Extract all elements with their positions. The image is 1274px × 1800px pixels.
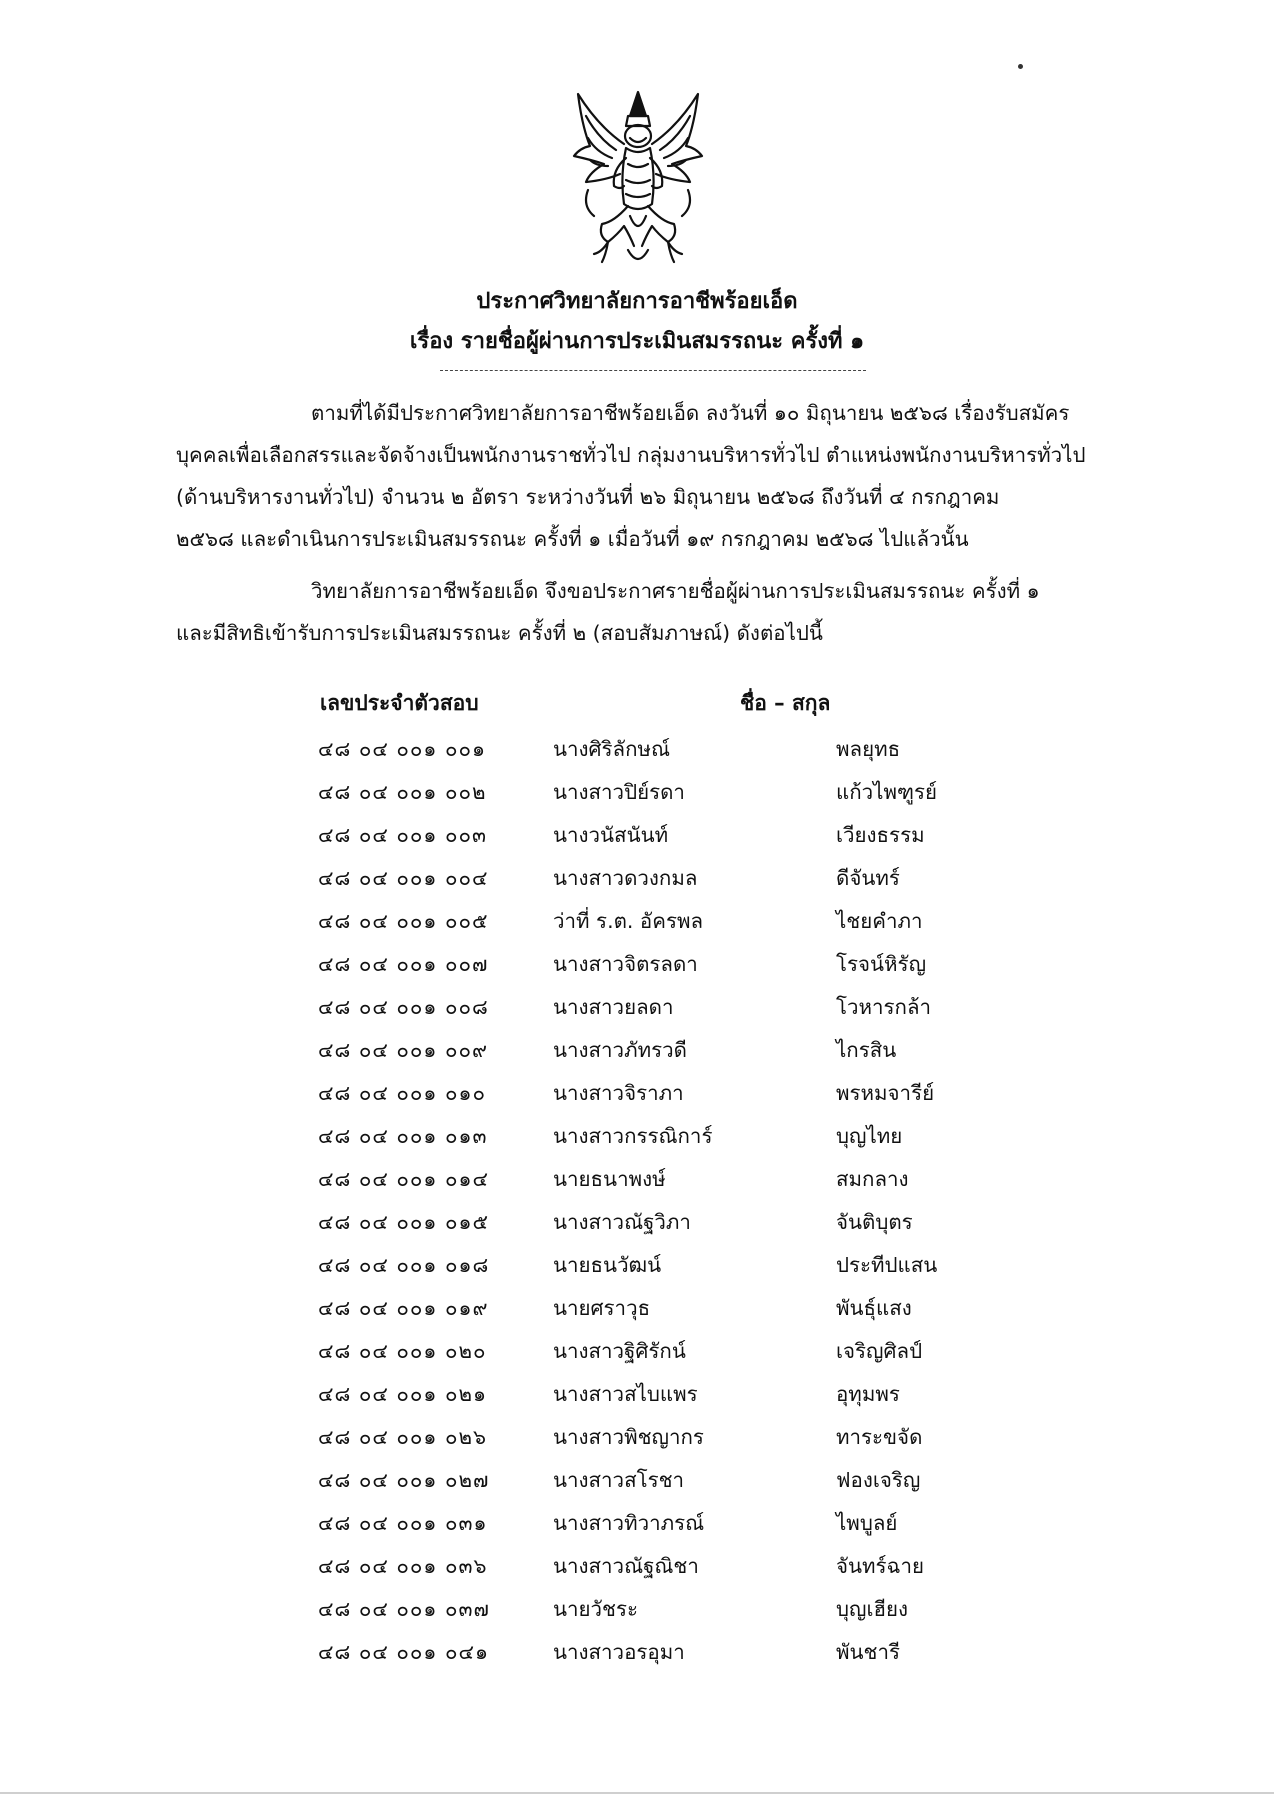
last-name: พันชารี: [836, 1640, 900, 1664]
exam-id: ๔๘ ๐๔ ๐๐๑ ๐๒๖: [318, 1425, 487, 1449]
table-row: [0, 776, 1274, 819]
last-name: ไชยคำภา: [836, 909, 923, 933]
intro-line: ๒๕๖๘ และดำเนินการประเมินสมรรถนะ ครั้งที่ ๑ เมื่อวันที่ ๑๙ กรกฎาคม ๒๕๖๘ ไปแล้วนั้น: [176, 527, 969, 551]
announcement-line: วิทยาลัยการอาชีพร้อยเอ็ด จึงขอประกาศรายชื่อผู้ผ่านการประเมินสมรรถนะ ครั้งที่ ๑: [311, 579, 1040, 603]
intro-line: ตามที่ได้มีประกาศวิทยาลัยการอาชีพร้อยเอ็ด ลงวันที่ ๑๐ มิถุนายน ๒๕๖๘ เรื่องรับสมัคร: [311, 401, 1070, 425]
first-name: นางสาวสไบแพร: [553, 1382, 698, 1406]
exam-id: ๔๘ ๐๔ ๐๐๑ ๐๑๔: [318, 1167, 489, 1191]
first-name: นางสาวอรอุมา: [553, 1640, 685, 1664]
table-row: [0, 733, 1274, 776]
last-name: พันธุ์แสง: [836, 1296, 912, 1320]
exam-id: ๔๘ ๐๔ ๐๐๑ ๐๒๗: [318, 1468, 490, 1492]
exam-id: ๔๘ ๐๔ ๐๐๑ ๐๐๓: [318, 823, 487, 847]
announcement-title: ประกาศวิทยาลัยการอาชีพร้อยเอ็ด: [476, 289, 798, 314]
announcement-paragraph: [176, 570, 1156, 654]
first-name: นางสาวทิวาภรณ์: [553, 1511, 705, 1535]
last-name: พรหมจารีย์: [836, 1081, 935, 1105]
scan-edge: [0, 1792, 1274, 1794]
table-row: [0, 1249, 1274, 1292]
exam-id: ๔๘ ๐๔ ๐๐๑ ๐๒๑: [318, 1382, 487, 1406]
first-name: นายวัชระ: [553, 1597, 638, 1621]
first-name: นางสาวฐิศิรักน์: [553, 1339, 686, 1363]
last-name: สมกลาง: [836, 1167, 909, 1191]
last-name: ไพบูลย์: [836, 1511, 898, 1535]
exam-id: ๔๘ ๐๔ ๐๐๑ ๐๐๗: [318, 952, 489, 976]
table-row: [0, 1636, 1274, 1679]
table-row: [0, 1034, 1274, 1077]
exam-id: ๔๘ ๐๔ ๐๐๑ ๐๐๘: [318, 995, 489, 1019]
scan-speck: [1018, 64, 1023, 69]
exam-id: ๔๘ ๐๔ ๐๐๑ ๐๐๔: [318, 866, 489, 890]
last-name: เจริญศิลป์: [836, 1339, 923, 1363]
garuda-emblem: [568, 86, 708, 271]
exam-id: ๔๘ ๐๔ ๐๐๑ ๐๐๑: [318, 737, 486, 761]
table-row: [0, 862, 1274, 905]
last-name: พลยุทธ: [836, 737, 901, 761]
first-name: นายธนาพงษ์: [553, 1167, 666, 1191]
table-row: [0, 1206, 1274, 1249]
first-name: นางวนัสนันท์: [553, 823, 669, 847]
first-name: นายศราวุธ: [553, 1296, 651, 1320]
exam-id: ๔๘ ๐๔ ๐๐๑ ๐๑๓: [318, 1124, 488, 1148]
table-row: [0, 1550, 1274, 1593]
last-name: ประทีปแสน: [836, 1253, 938, 1277]
first-name: นางสาวปิย์รดา: [553, 780, 685, 804]
first-name: นางสาวพิชญากร: [553, 1425, 704, 1449]
table-row: [0, 1421, 1274, 1464]
table-row: [0, 1507, 1274, 1550]
exam-id: ๔๘ ๐๔ ๐๐๑ ๐๐๙: [318, 1038, 488, 1062]
column-header-exam-id: เลขประจำตัวสอบ: [320, 691, 479, 715]
last-name: บุญไทย: [836, 1124, 903, 1148]
last-name: แก้วไพฑูรย์: [836, 780, 937, 804]
table-row: [0, 905, 1274, 948]
announcement-line: และมีสิทธิเข้ารับการประเมินสมรรถนะ ครั้งที่ ๒ (สอบสัมภาษณ์) ดังต่อไปนี้: [176, 621, 823, 645]
exam-id: ๔๘ ๐๔ ๐๐๑ ๐๓๑: [318, 1511, 488, 1535]
intro-line: บุคคลเพื่อเลือกสรรและจัดจ้างเป็นพนักงานราชทั่วไป กลุ่มงานบริหารทั่วไป ตำแหน่งพนักงานบริหารทั่วไป: [176, 443, 1086, 467]
exam-id: ๔๘ ๐๔ ๐๐๑ ๐๑๙: [318, 1296, 489, 1320]
last-name: โรจน์หิรัญ: [836, 952, 927, 976]
first-name: นางสาวณัฐวิภา: [553, 1210, 691, 1234]
first-name: นางสาวกรรณิการ์: [553, 1124, 713, 1148]
intro-paragraph: [176, 392, 1156, 560]
last-name: ไกรสิน: [836, 1038, 897, 1062]
table-row: [0, 1077, 1274, 1120]
table-row: [0, 1292, 1274, 1335]
last-name: อุทุมพร: [836, 1382, 900, 1406]
last-name: เวียงธรรม: [836, 823, 925, 847]
exam-id: ๔๘ ๐๔ ๐๐๑ ๐๒๐: [318, 1339, 487, 1363]
first-name: ว่าที่ ร.ต. อัครพล: [553, 909, 704, 933]
last-name: จันติบุตร: [836, 1210, 913, 1234]
exam-id: ๔๘ ๐๔ ๐๐๑ ๐๐๒: [318, 780, 487, 804]
intro-line: (ด้านบริหารงานทั่วไป) จำนวน ๒ อัตรา ระหว่างวันที่ ๒๖ มิถุนายน ๒๕๖๘ ถึงวันที่ ๔ กรกฎาคม: [176, 485, 1000, 509]
last-name: โวหารกล้า: [836, 995, 932, 1019]
table-row: [0, 1378, 1274, 1421]
table-row: [0, 1464, 1274, 1507]
table-row: [0, 948, 1274, 991]
last-name: ดีจันทร์: [836, 866, 900, 890]
table-row: [0, 1335, 1274, 1378]
table-row: [0, 1593, 1274, 1636]
first-name: นางสาวยลดา: [553, 995, 674, 1019]
exam-id: ๔๘ ๐๔ ๐๐๑ ๐๑๕: [318, 1210, 489, 1234]
announcement-subject: เรื่อง รายชื่อผู้ผ่านการประเมินสมรรถนะ ครั้งที่ ๑: [409, 329, 865, 354]
first-name: นางสาวณัฐณิชา: [553, 1554, 699, 1578]
first-name: นางศิริลักษณ์: [553, 737, 671, 761]
dashed-divider: [440, 370, 866, 371]
first-name: นางสาวจิตรลดา: [553, 952, 698, 976]
candidate-list: [0, 733, 1274, 1679]
table-row: [0, 1120, 1274, 1163]
first-name: นายธนวัฒน์: [553, 1253, 662, 1277]
table-row: [0, 991, 1274, 1034]
last-name: ฟองเจริญ: [836, 1468, 921, 1492]
first-name: นางสาวภัทรวดี: [553, 1038, 687, 1062]
exam-id: ๔๘ ๐๔ ๐๐๑ ๐๐๕: [318, 909, 489, 933]
exam-id: ๔๘ ๐๔ ๐๐๑ ๐๓๗: [318, 1597, 490, 1621]
table-row: [0, 819, 1274, 862]
exam-id: ๔๘ ๐๔ ๐๐๑ ๐๓๖: [318, 1554, 488, 1578]
last-name: ทาระขจัด: [836, 1425, 923, 1449]
first-name: นางสาวสโรชา: [553, 1468, 685, 1492]
first-name: นางสาวจิราภา: [553, 1081, 684, 1105]
column-header-name: ชื่อ – สกุล: [740, 691, 831, 715]
last-name: จันทร์ฉาย: [836, 1554, 925, 1578]
last-name: บุญเฮียง: [836, 1597, 909, 1621]
table-row: [0, 1163, 1274, 1206]
first-name: นางสาวดวงกมล: [553, 866, 698, 890]
exam-id: ๔๘ ๐๔ ๐๐๑ ๐๔๑: [318, 1640, 489, 1664]
exam-id: ๔๘ ๐๔ ๐๐๑ ๐๑๐: [318, 1081, 486, 1105]
exam-id: ๔๘ ๐๔ ๐๐๑ ๐๑๘: [318, 1253, 490, 1277]
